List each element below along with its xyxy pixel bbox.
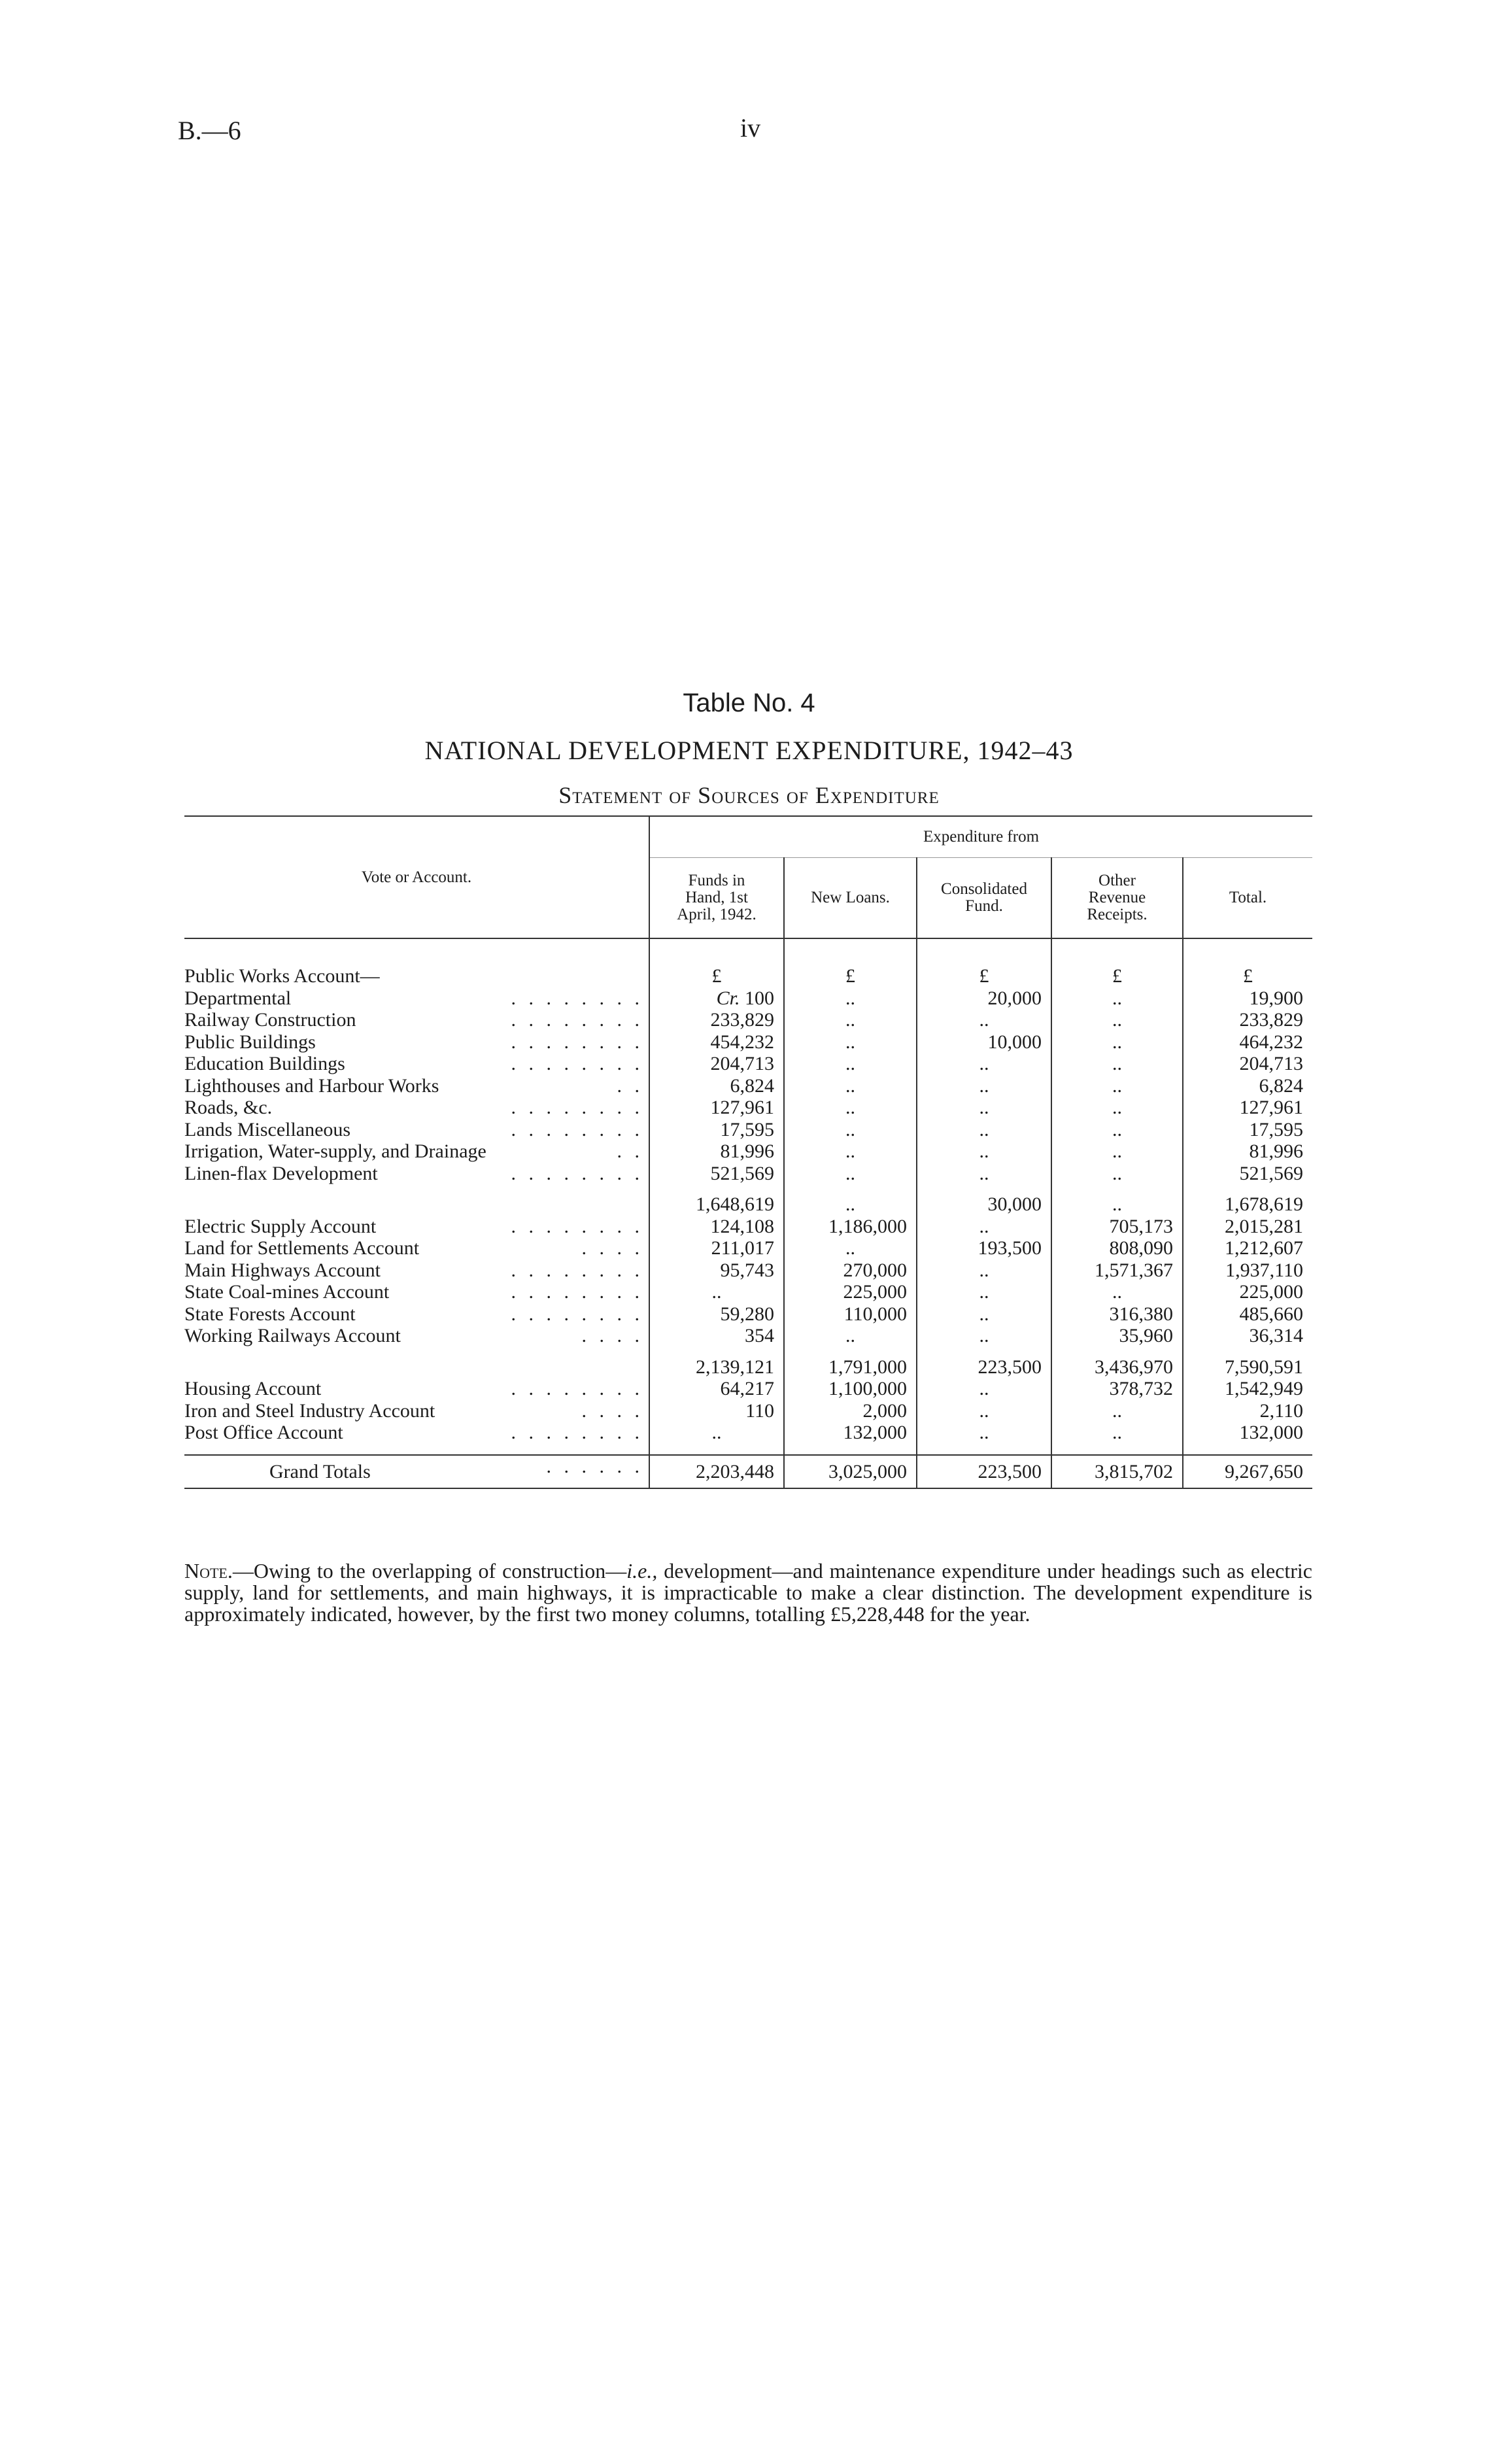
cell-consolidated: .. [917, 1259, 1051, 1282]
cell-funds: .. [649, 1422, 784, 1444]
cell-other: 3,436,970 [1051, 1347, 1183, 1378]
subtotal-row [184, 1184, 1312, 1216]
cell-consolidated: 30,000 [917, 1184, 1051, 1216]
table-row: Public Buildings . . . . . . . . 454,232 .. 10,000 .. 464,232 [184, 1031, 1312, 1053]
cell-consolidated: 20,000 [917, 987, 1051, 1010]
cell-total: 225,000 [1183, 1281, 1312, 1303]
cell-other: 808,090 [1051, 1237, 1183, 1259]
cell-total: 2,015,281 [1183, 1216, 1312, 1238]
row-label: Roads, &c. [184, 1097, 273, 1118]
cell-other: 316,380 [1051, 1303, 1183, 1326]
cell-loans: 270,000 [784, 1259, 917, 1282]
cell-other: .. [1051, 987, 1183, 1010]
expenditure-group-header: Expenditure from [649, 816, 1312, 858]
table-row: Linen-flax Development . . . . . . . . 521,569 .. .. .. 521,569 [184, 1163, 1312, 1185]
cell-other: .. [1051, 1163, 1183, 1185]
row-label: Lands Miscellaneous [184, 1118, 351, 1140]
cell-funds: .. [649, 1281, 784, 1303]
cell-consolidated: .. [917, 1422, 1051, 1444]
row-label: Linen-flax Development [184, 1162, 378, 1184]
cell-loans: 1,100,000 [784, 1378, 917, 1400]
cell-loans: .. [784, 1097, 917, 1119]
cell-funds: 110 [649, 1400, 784, 1422]
table-row: Post Office Account . . . . . . . . .. 132,000 .. .. 132,000 [184, 1422, 1312, 1444]
cell-loans: .. [784, 987, 917, 1010]
cell-funds: 127,961 [649, 1097, 784, 1119]
note-text: —Owing to the overlapping of construction— [232, 1559, 627, 1583]
cell-loans: .. [784, 1119, 917, 1141]
cell-consolidated: 193,500 [917, 1237, 1051, 1259]
cell-loans: .. [784, 1184, 917, 1216]
cell-funds: 64,217 [649, 1378, 784, 1400]
cell-other: .. [1051, 1400, 1183, 1422]
cell-consolidated: .. [917, 1400, 1051, 1422]
cell-total: 19,900 [1183, 987, 1312, 1010]
cell-funds: 1,648,619 [649, 1184, 784, 1216]
currency-symbol: £ [1183, 965, 1312, 987]
cell-consolidated: .. [917, 1378, 1051, 1400]
table-row: Departmental . . . . . . . . Cr. 100 .. 20,000 .. 19,900 [184, 987, 1312, 1010]
cell-consolidated: .. [917, 1216, 1051, 1238]
table-row: Main Highways Account . . . . . . . . 95,743 270,000 .. 1,571,367 1,937,110 [184, 1259, 1312, 1282]
page-number: iv [740, 113, 761, 143]
table-row: Education Buildings . . . . . . . . 204,713 .. .. .. 204,713 [184, 1053, 1312, 1075]
cell-loans: 225,000 [784, 1281, 917, 1303]
cell-other: .. [1051, 1422, 1183, 1444]
table-row: Irrigation, Water-supply, and Drainage . . 81,996 .. .. .. 81,996 [184, 1140, 1312, 1163]
cell-other: .. [1051, 1140, 1183, 1163]
table-row: Railway Construction . . . . . . . . 233,829 .. .. .. 233,829 [184, 1009, 1312, 1031]
cell-total: 485,660 [1183, 1303, 1312, 1326]
cell-other: 1,571,367 [1051, 1259, 1183, 1282]
cell-other: 3,815,702 [1051, 1455, 1183, 1489]
page-subtitle: Statement of Sources of Expenditure [558, 782, 940, 808]
row-label: Electric Supply Account [184, 1215, 377, 1237]
cell-loans: .. [784, 1325, 917, 1347]
row-label: Lighthouses and Harbour Works [184, 1074, 439, 1097]
cell-consolidated: .. [917, 1303, 1051, 1326]
currency-symbol: £ [917, 965, 1051, 987]
cell-total: 233,829 [1183, 1009, 1312, 1031]
cell-consolidated: .. [917, 1325, 1051, 1347]
cell-total: 2,110 [1183, 1400, 1312, 1422]
cell-funds: 521,569 [649, 1163, 784, 1185]
cell-other: .. [1051, 1281, 1183, 1303]
note-text-continued: development—and maintenance expenditure under headings such as electric supply, land for settlements, and main highways, it is impracticable to make a clear distinction. The development expenditure is approximately indicated, however, by the first two money columns, totalling £5,228,448 for the year. [184, 1559, 1313, 1626]
cell-loans: .. [784, 1053, 917, 1075]
footnote [184, 1560, 1312, 1625]
table-row: Lands Miscellaneous . . . . . . . . 17,595 .. .. .. 17,595 [184, 1119, 1312, 1141]
row-label: Departmental [184, 987, 292, 1009]
row-label: Main Highways Account [184, 1259, 381, 1281]
cell-funds: 211,017 [649, 1237, 784, 1259]
table-row: Roads, &c. . . . . . . . . 127,961 .. .. .. 127,961 [184, 1097, 1312, 1119]
row-label: Education Buildings [184, 1053, 345, 1074]
cell-other: .. [1051, 1075, 1183, 1097]
cell-total: 1,678,619 [1183, 1184, 1312, 1216]
row-label: State Coal-mines Account [184, 1281, 390, 1303]
cell-total: 7,590,591 [1183, 1347, 1312, 1378]
total-column-header: Total. [1183, 858, 1312, 939]
cell-consolidated: .. [917, 1281, 1051, 1303]
cell-loans: 110,000 [784, 1303, 917, 1326]
cell-funds: Cr. 100 [649, 987, 784, 1010]
row-label: Housing Account [184, 1378, 322, 1399]
cell-loans: 2,000 [784, 1400, 917, 1422]
cell-total: 521,569 [1183, 1163, 1312, 1185]
cell-total: 81,996 [1183, 1140, 1312, 1163]
cell-other: .. [1051, 1184, 1183, 1216]
cell-total: 1,212,607 [1183, 1237, 1312, 1259]
cell-total: 1,542,949 [1183, 1378, 1312, 1400]
note-lead: Note. [184, 1559, 233, 1583]
cell-other: .. [1051, 1031, 1183, 1053]
cell-other: .. [1051, 1053, 1183, 1075]
page-title: NATIONAL DEVELOPMENT EXPENDITURE, 1942–43 [424, 736, 1074, 765]
cell-consolidated: .. [917, 1097, 1051, 1119]
currency-symbol: £ [649, 965, 784, 987]
cell-funds: 2,139,121 [649, 1347, 784, 1378]
other-column-header: Other Revenue Receipts. [1051, 858, 1183, 939]
cell-consolidated: .. [917, 1163, 1051, 1185]
cell-consolidated: 10,000 [917, 1031, 1051, 1053]
note-ie: i.e., [626, 1559, 658, 1583]
row-label: Railway Construction [184, 1009, 356, 1031]
cell-loans: 132,000 [784, 1422, 917, 1444]
currency-symbol: £ [1051, 965, 1183, 987]
cell-total: 127,961 [1183, 1097, 1312, 1119]
table-row: Working Railways Account . . . . 354 .. .. 35,960 36,314 [184, 1325, 1312, 1347]
table-number: Table No. 4 [683, 689, 815, 717]
cell-total: 1,937,110 [1183, 1259, 1312, 1282]
row-label: Post Office Account [184, 1422, 343, 1443]
table-row: State Coal-mines Account . . . . . . . . .. 225,000 .. .. 225,000 [184, 1281, 1312, 1303]
section-heading: Public Works Account— [184, 965, 380, 987]
table-row [184, 965, 1312, 987]
cell-consolidated: .. [917, 1140, 1051, 1163]
cell-consolidated: .. [917, 1009, 1051, 1031]
cell-other: .. [1051, 1119, 1183, 1141]
cell-total: 464,232 [1183, 1031, 1312, 1053]
row-label: Irrigation, Water-supply, and Drainage [184, 1140, 486, 1162]
cell-funds: 81,996 [649, 1140, 784, 1163]
currency-symbol: £ [784, 965, 917, 987]
cell-funds: 204,713 [649, 1053, 784, 1075]
table-row: Housing Account . . . . . . . . 64,217 1,100,000 .. 378,732 1,542,949 [184, 1378, 1312, 1400]
cell-consolidated: 223,500 [917, 1347, 1051, 1378]
cell-consolidated: 223,500 [917, 1455, 1051, 1489]
cell-other: .. [1051, 1009, 1183, 1031]
cell-funds: 59,280 [649, 1303, 784, 1326]
cell-loans: 1,791,000 [784, 1347, 917, 1378]
cell-total: 6,824 [1183, 1075, 1312, 1097]
vote-column-header: Vote or Account. [184, 816, 649, 938]
cell-loans: .. [784, 1140, 917, 1163]
row-label: Working Railways Account [184, 1325, 401, 1346]
row-label: Public Buildings [184, 1031, 316, 1053]
cell-consolidated: .. [917, 1053, 1051, 1075]
loans-column-header: New Loans. [784, 858, 917, 939]
cell-loans: .. [784, 1009, 917, 1031]
cell-funds: 124,108 [649, 1216, 784, 1238]
cell-loans: .. [784, 1237, 917, 1259]
cell-total: 36,314 [1183, 1325, 1312, 1347]
cell-funds: 6,824 [649, 1075, 784, 1097]
row-label: Grand Totals [269, 1460, 371, 1482]
cell-funds: 454,232 [649, 1031, 784, 1053]
cell-funds: 354 [649, 1325, 784, 1347]
cell-funds: 233,829 [649, 1009, 784, 1031]
cell-total: 204,713 [1183, 1053, 1312, 1075]
cell-loans: .. [784, 1075, 917, 1097]
page-reference: B.—6 [178, 116, 241, 145]
funds-column-header: Funds in Hand, 1st April, 1942. [649, 858, 784, 939]
cell-loans: .. [784, 1163, 917, 1185]
cell-loans: 3,025,000 [784, 1455, 917, 1489]
table-row: Iron and Steel Industry Account . . . . 110 2,000 .. .. 2,110 [184, 1400, 1312, 1422]
cell-other: 705,173 [1051, 1216, 1183, 1238]
cell-loans: .. [784, 1031, 917, 1053]
table-row: Land for Settlements Account . . . . 211,017 .. 193,500 808,090 1,212,607 [184, 1237, 1312, 1259]
table-row: State Forests Account . . . . . . . . 59,280 110,000 .. 316,380 485,660 [184, 1303, 1312, 1326]
cell-other: .. [1051, 1097, 1183, 1119]
table-row: Electric Supply Account . . . . . . . . 124,108 1,186,000 .. 705,173 2,015,281 [184, 1216, 1312, 1238]
cell-consolidated: .. [917, 1119, 1051, 1141]
cell-other: 35,960 [1051, 1325, 1183, 1347]
grand-totals-row: Grand Totals . . . . . . 2,203,448 3,025,000 223,500 3,815,702 9,267,650 [184, 1455, 1312, 1489]
cell-other: 378,732 [1051, 1378, 1183, 1400]
cell-total: 132,000 [1183, 1422, 1312, 1444]
expenditure-table [184, 815, 1312, 1489]
row-label: Iron and Steel Industry Account [184, 1399, 435, 1422]
cell-total: 9,267,650 [1183, 1455, 1312, 1489]
cell-consolidated: .. [917, 1075, 1051, 1097]
table-row: Lighthouses and Harbour Works . . 6,824 .. .. .. 6,824 [184, 1075, 1312, 1097]
row-label: State Forests Account [184, 1303, 356, 1325]
cell-funds: 2,203,448 [649, 1455, 784, 1489]
cell-loans: 1,186,000 [784, 1216, 917, 1238]
cell-total: 17,595 [1183, 1119, 1312, 1141]
consolidated-column-header: Consolidated Fund. [917, 858, 1051, 939]
row-label: Land for Settlements Account [184, 1237, 420, 1259]
cell-funds: 17,595 [649, 1119, 784, 1141]
subtotal-row [184, 1347, 1312, 1378]
cell-funds: 95,743 [649, 1259, 784, 1282]
